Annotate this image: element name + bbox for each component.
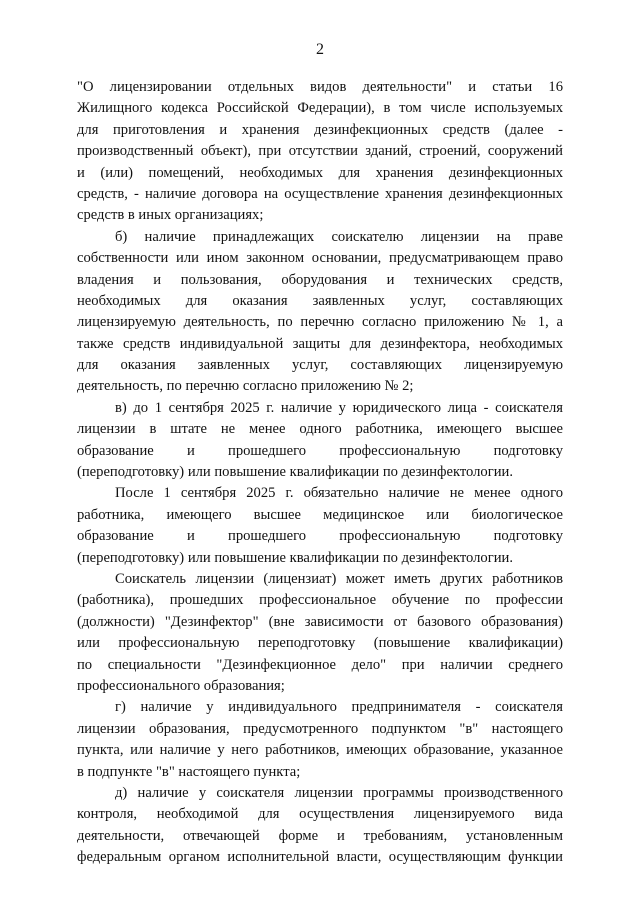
text-line: контроля, необходимой для осуществления лицензируемого вида (77, 806, 563, 823)
text-line: собственности или ином законном основании, предусматривающем право (77, 250, 563, 267)
text-line: для приготовления и хранения дезинфекционных средств (далее - (77, 121, 563, 138)
text-line: федеральным органом исполнительной власти, осуществляющим функции (77, 849, 563, 866)
text-line: профессионального образования; (77, 677, 285, 694)
text-line: лицензируемую деятельность, по перечню согласно приложению № 1, а (77, 314, 563, 331)
text-line: Соискатель лицензии (лицензиат) может иметь других работников (115, 570, 563, 587)
text-line: пункта, или наличие у него работников, имеющих образование, указанное (77, 742, 563, 759)
text-line: также средств индивидуальной защиты для дезинфектора, необходимых (77, 335, 563, 352)
text-line: г) наличие у индивидуального предпринимателя - соискателя (115, 699, 563, 716)
text-line: лицензии образования, предусмотренного подпунктом "в" настоящего (77, 720, 563, 737)
document-body (77, 77, 563, 868)
text-line: (переподготовку) или повышение квалификации по дезинфектологии. (77, 464, 513, 481)
text-line: по специальности "Дезинфекционное дело" при наличии среднего (77, 656, 563, 673)
text-line: и (или) помещений, необходимых для хранения дезинфекционных (77, 164, 563, 181)
text-line: или профессиональную переподготовку (повышение квалификации) (77, 635, 563, 652)
text-line: лицензии в штате не менее одного работника, имеющего высшее (77, 421, 563, 438)
text-line: деятельности, отвечающей форме и требованиям, установленным (77, 827, 563, 844)
text-line: образование и прошедшего профессиональную подготовку (77, 442, 563, 459)
text-line: в) до 1 сентября 2025 г. наличие у юридического лица - соискателя (115, 399, 563, 416)
page-number: 2 (316, 41, 324, 58)
text-line: После 1 сентября 2025 г. обязательно наличие не менее одного (115, 485, 563, 502)
text-line: средств в иных организациях; (77, 207, 264, 224)
text-line: д) наличие у соискателя лицензии программы производственного (115, 784, 563, 801)
text-line: для оказания заявленных услуг, составляющих лицензируемую (77, 357, 563, 374)
text-line: средств, - наличие договора на осуществление хранения дезинфекционных (77, 185, 563, 202)
text-line: "О лицензировании отдельных видов деятельности" и статьи 16 (77, 79, 563, 95)
text-line: производственный объект), при отсутствии зданий, строений, сооружений (77, 143, 563, 160)
text-line: (переподготовку) или повышение квалификации по дезинфектологии. (77, 549, 513, 566)
text-line: образование и прошедшего профессиональную подготовку (77, 528, 563, 545)
text-line: владения и пользования, оборудования и технических средств, (77, 271, 563, 288)
text-line: Жилищного кодекса Российской Федерации), в том числе используемых (77, 100, 563, 117)
text-line: деятельность, по перечню согласно приложению № 2; (77, 378, 414, 395)
text-line: (должности) "Дезинфектор" (вне зависимости от базового образования) (77, 613, 563, 630)
text-line: б) наличие принадлежащих соискателю лицензии на праве (115, 228, 563, 245)
text-line: в подпункте "в" настоящего пункта; (77, 763, 301, 780)
text-line: (работника), прошедших профессиональное обучение по профессии (77, 592, 563, 609)
text-line: работника, имеющего высшее медицинское или биологическое (77, 506, 563, 523)
text-line: необходимых для оказания заявленных услуг, составляющих (77, 292, 563, 309)
